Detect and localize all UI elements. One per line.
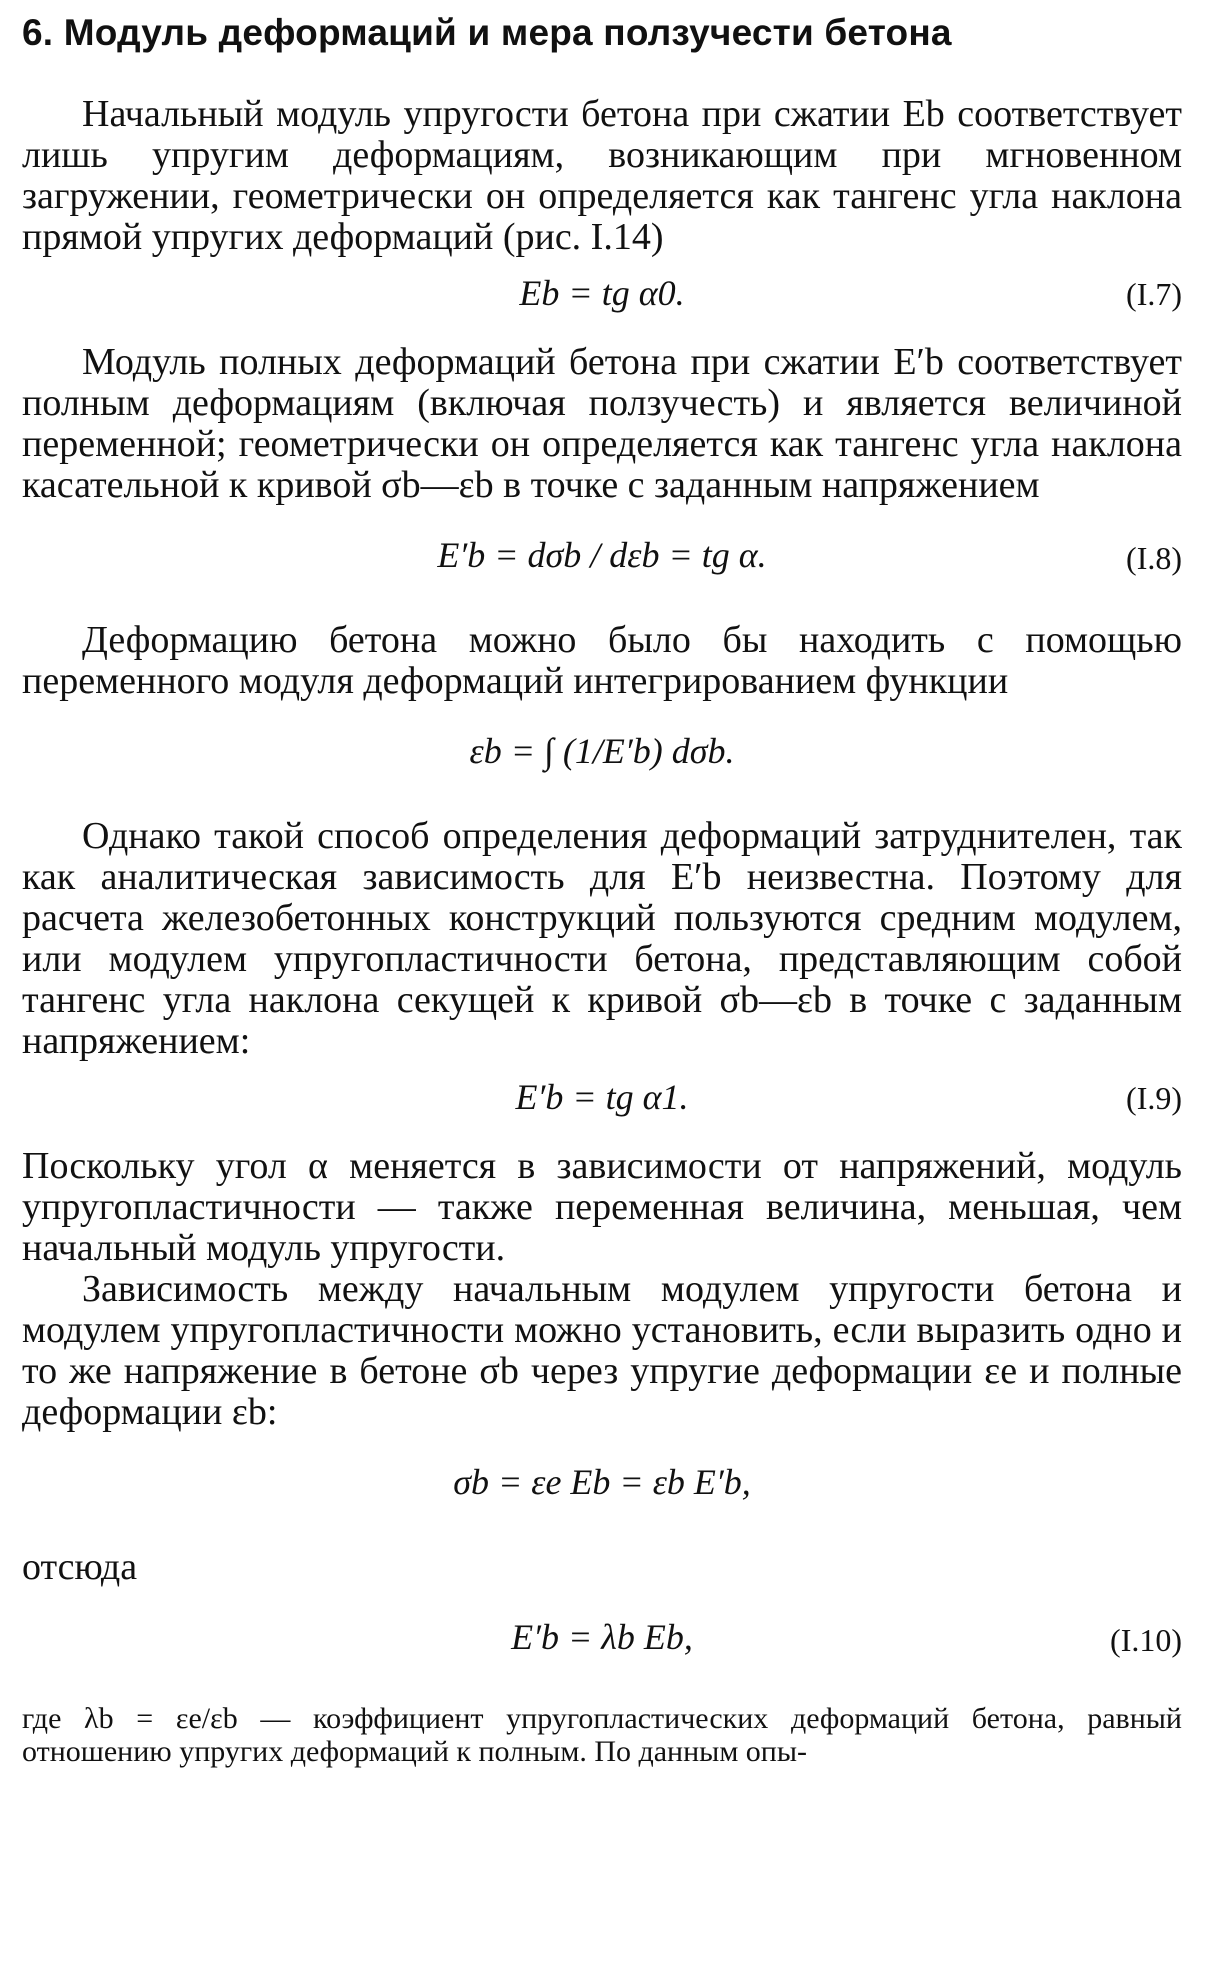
paragraph-coefficient-definition: где λb = εe/εb — коэффициент упругопластических деформаций бетона, равный отношению упругих деформаций к полным. По данным опы-	[22, 1702, 1182, 1768]
formula-1-8	[22, 514, 1182, 604]
formula-expression: E′b = tg α1.	[515, 1077, 689, 1117]
paragraph-integration: Деформацию бетона можно было бы находить с помощью переменного модуля деформаций интегрированием функции	[22, 619, 1182, 702]
paragraph-dependency: Зависимость между начальным модулем упругости бетона и модулем упругопластичности можно установить, если выразить одно и то же напряжение в бетоне σb через упругие деформации εe и полные деформации εb:	[22, 1268, 1182, 1433]
formula-1-9	[22, 1070, 1182, 1130]
formula-integral	[22, 710, 1182, 800]
section-heading: 6. Модуль деформаций и мера ползучести бетона	[22, 12, 952, 53]
formula-stress	[22, 1441, 1182, 1531]
formula-1-10	[22, 1596, 1182, 1686]
paragraph-total-modulus: Модуль полных деформаций бетона при сжатии E′b соответствует полным деформациям (включая ползучесть) и является величиной переменной; геометрически он определяется как тангенс угла наклона касательной к кривой σb—εb в точке с заданным напряжением	[22, 341, 1182, 506]
text-hence: отсюда	[22, 1546, 138, 1588]
formula-expression: Eb = tg α0.	[519, 273, 685, 313]
equation-number: (I.9)	[1126, 1080, 1182, 1116]
formula-expression: E′b = λb Eb,	[511, 1617, 693, 1657]
formula-expression: E′b = dσb / dεb = tg α.	[437, 535, 767, 575]
document-page	[22, 12, 1182, 1768]
paragraph-initial-modulus: Начальный модуль упругости бетона при сжатии Eb соответствует лишь упругим деформациям, возникающим при мгновенном загружении, геометрически он определяется как тангенс угла наклона прямой упругих деформаций (рис. I.14)	[22, 93, 1182, 258]
equation-number: (I.8)	[1126, 540, 1182, 576]
formula-expression: σb = εe Eb = εb E′b,	[453, 1462, 751, 1502]
formula-1-7	[22, 266, 1182, 326]
formula-expression: εb = ∫ (1/E′b) dσb.	[469, 731, 735, 771]
paragraph-angle-variation: Поскольку угол α меняется в зависимости от напряжений, модуль упругопластичности — также переменная величина, меньшая, чем начальный модуль упругости.	[22, 1145, 1182, 1269]
equation-number: (I.10)	[1110, 1622, 1182, 1658]
equation-number: (I.7)	[1126, 276, 1182, 312]
paragraph-secant-modulus: Однако такой способ определения деформаций затруднителен, так как аналитическая зависимость для E′b неизвестна. Поэтому для расчета железобетонных конструкций пользуются средним модулем, или модулем упругопластичности бетона, представляющим собой тангенс угла наклона секущей к кривой σb—εb в точке с заданным напряжением:	[22, 815, 1182, 1062]
